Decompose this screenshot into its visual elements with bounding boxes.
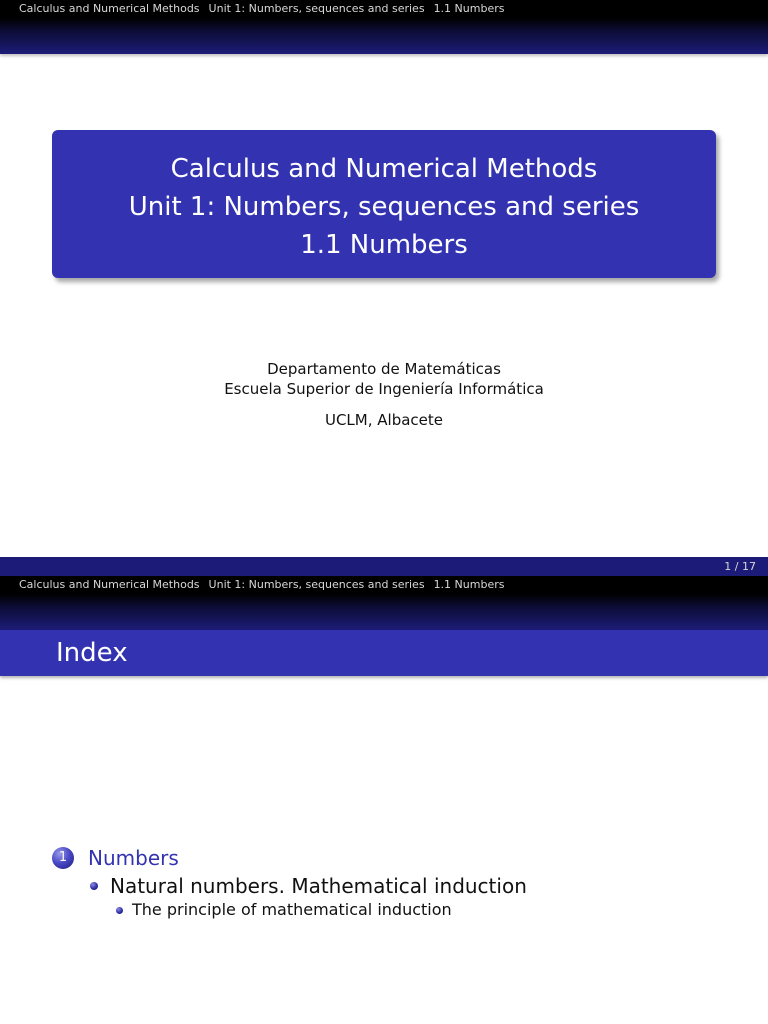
school-name: Escuela Superior de Ingeniería Informática <box>224 380 544 398</box>
toc-section-label[interactable]: Numbers <box>88 846 179 870</box>
toc-subsubsection-item[interactable] <box>116 899 452 921</box>
page-number: 1 / 17 <box>724 560 756 573</box>
headline-unit[interactable]: Unit 1: Numbers, sequences and series <box>208 2 425 15</box>
title-line-course: Calculus and Numerical Methods <box>170 154 598 184</box>
bullet-icon <box>116 907 123 914</box>
headline-bar <box>0 0 768 18</box>
nav-band <box>0 18 768 54</box>
place-name: UCLM, Albacete <box>324 411 443 429</box>
headline-course[interactable]: Calculus and Numerical Methods <box>19 578 200 591</box>
section-number-ball: 1 <box>52 847 74 869</box>
institute-block <box>0 359 768 399</box>
toc-subsection-item[interactable] <box>90 874 527 898</box>
title-box <box>52 130 716 278</box>
department-name: Departamento de Matemáticas <box>267 360 501 378</box>
headline-course[interactable]: Calculus and Numerical Methods <box>19 2 200 15</box>
title-line-unit: Unit 1: Numbers, sequences and series <box>128 192 640 222</box>
toc-subsection-label[interactable]: Natural numbers. Mathematical induction <box>110 874 527 898</box>
frame-title: Index <box>56 638 128 668</box>
headline-section[interactable]: 1.1 Numbers <box>433 2 505 15</box>
bullet-icon <box>90 882 98 890</box>
slide-index <box>0 576 768 1024</box>
headline-bar <box>0 576 768 594</box>
toc-subsubsection-label[interactable]: The principle of mathematical induction <box>132 900 452 919</box>
headline-section[interactable]: 1.1 Numbers <box>433 578 505 591</box>
nav-band <box>0 594 768 630</box>
frame-title-bar <box>0 630 768 676</box>
headline-unit[interactable]: Unit 1: Numbers, sequences and series <box>208 578 425 591</box>
title-line-section: 1.1 Numbers <box>300 230 468 260</box>
footer-bar <box>0 557 768 576</box>
toc-section-item[interactable] <box>52 846 179 870</box>
